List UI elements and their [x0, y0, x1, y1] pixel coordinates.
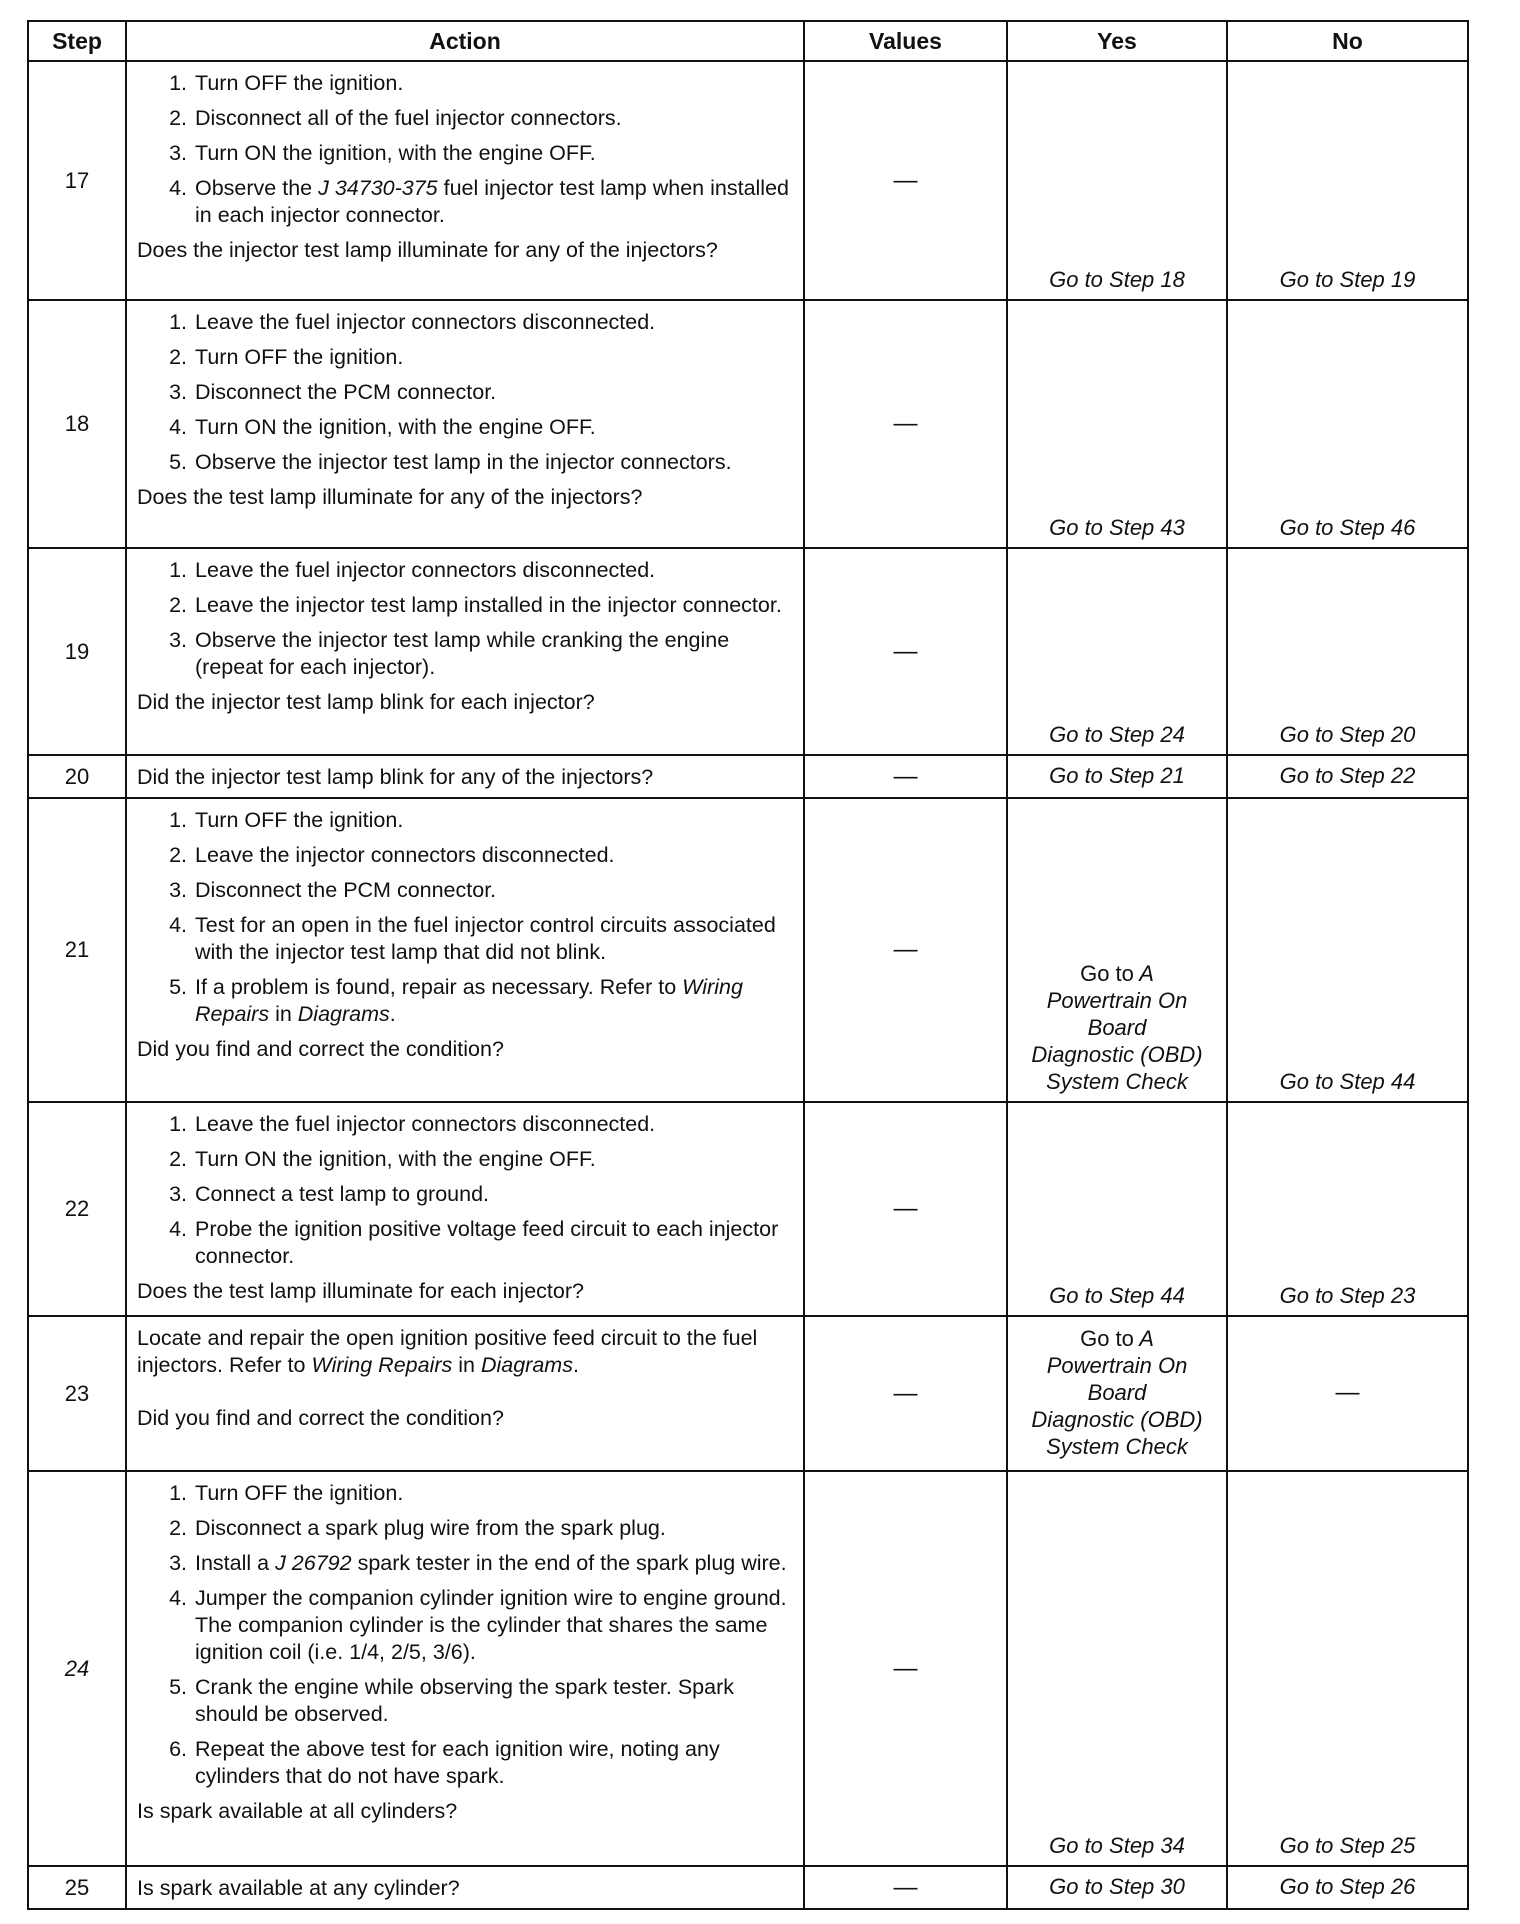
no-result: Go to Step 46	[1227, 300, 1468, 548]
values-cell: —	[804, 300, 1007, 548]
action-text: If a problem is found, repair as necessary. Refer to	[195, 975, 683, 999]
action-cell	[126, 1316, 804, 1471]
header-values: Values	[804, 21, 1007, 61]
action-question: Does the test lamp illuminate for each injector?	[137, 1279, 584, 1303]
action-question: Does the injector test lamp illuminate for any of the injectors?	[137, 238, 718, 262]
yes-result: Go to Step 43	[1007, 300, 1227, 548]
action-question: Did the injector test lamp blink for any of the injectors?	[137, 765, 654, 789]
action-text: Install a	[195, 1551, 276, 1575]
wiring-repairs-reference: Wiring Repairs	[195, 975, 743, 1026]
step-row-19	[28, 548, 1468, 755]
action-item: 3. Connect a test lamp to ground.	[193, 1181, 795, 1208]
values-cell: —	[804, 1316, 1007, 1471]
yes-result: Go to A Powertrain On Board Diagnostic (OBD) System Check	[1007, 798, 1227, 1102]
yes-result: Go to A Powertrain On Board Diagnostic (OBD) System Check	[1007, 1316, 1227, 1471]
action-cell	[126, 1471, 804, 1866]
values-cell: —	[804, 61, 1007, 300]
header-no: No	[1227, 21, 1468, 61]
action-text: fuel injector test lamp when installed in each injector connector.	[195, 176, 789, 227]
action-question: Is spark available at any cylinder?	[137, 1876, 460, 1900]
no-result: Go to Step 19	[1227, 61, 1468, 300]
obd-reference: Go to A	[1080, 1326, 1154, 1351]
action-text: Locate and repair the open ignition positive feed circuit to the fuel injectors. Refer to Wiring Repairs in Diagrams.	[137, 1326, 758, 1377]
step-row-25	[28, 1866, 1468, 1909]
action-cell	[126, 798, 804, 1102]
values-cell: —	[804, 548, 1007, 755]
no-result: Go to Step 44	[1227, 798, 1468, 1102]
action-item: 3. Disconnect the PCM connector.	[193, 877, 795, 904]
action-question: Does the test lamp illuminate for any of the injectors?	[137, 485, 643, 509]
action-item: 4. Probe the ignition positive voltage feed circuit to each injector connector.	[193, 1216, 795, 1270]
diagrams-reference: Diagrams	[297, 1002, 390, 1026]
diagnostic-table	[27, 20, 1469, 1910]
action-item: 2. Leave the injector test lamp installed in the injector connector.	[193, 592, 795, 619]
action-item: 1. Turn OFF the ignition.	[193, 807, 795, 834]
action-question: Did you find and correct the condition?	[137, 1037, 504, 1061]
action-text: Observe the	[195, 176, 319, 200]
action-item: 1. Leave the fuel injector connectors disconnected.	[193, 1111, 795, 1138]
wiring-repairs-reference: Wiring Repairs	[311, 1353, 453, 1377]
action-cell	[126, 755, 804, 798]
diagrams-reference: Diagrams	[480, 1353, 573, 1377]
action-item: 4. Jumper the companion cylinder ignition wire to engine ground. The companion cylinder is the cylinder that shares the same ignition coil (i.e. 1/4, 2/5, 3/6).	[193, 1585, 795, 1666]
obd-reference: Go to A	[1080, 961, 1154, 986]
action-question: Did you find and correct the condition?	[137, 1406, 504, 1430]
step-number: 21	[28, 798, 126, 1102]
step-number: 25	[28, 1866, 126, 1909]
step-row-24	[28, 1471, 1468, 1866]
step-number: 22	[28, 1102, 126, 1316]
tool-reference: J 34730-375	[318, 176, 438, 200]
values-cell: —	[804, 1866, 1007, 1909]
step-row-17	[28, 61, 1468, 300]
action-text: in	[269, 1002, 298, 1026]
action-cell	[126, 1102, 804, 1316]
values-cell: —	[804, 755, 1007, 798]
yes-result: Go to Step 21	[1007, 755, 1227, 798]
action-item: 3. Disconnect the PCM connector.	[193, 379, 795, 406]
step-number: 17	[28, 61, 126, 300]
step-row-22	[28, 1102, 1468, 1316]
action-question: Did the injector test lamp blink for each injector?	[137, 690, 595, 714]
step-row-18	[28, 300, 1468, 548]
action-item: 1. Turn OFF the ignition.	[193, 1480, 795, 1507]
action-cell	[126, 548, 804, 755]
header-step: Step	[28, 21, 126, 61]
step-number: 23	[28, 1316, 126, 1471]
no-result: Go to Step 22	[1227, 755, 1468, 798]
action-item: 5. Observe the injector test lamp in the injector connectors.	[193, 449, 795, 476]
yes-result: Go to Step 18	[1007, 61, 1227, 300]
action-item	[193, 1550, 795, 1577]
action-text: spark tester in the end of the spark plug wire.	[351, 1551, 787, 1575]
header-action: Action	[126, 21, 804, 61]
yes-result: Go to Step 34	[1007, 1471, 1227, 1866]
action-item: 6. Repeat the above test for each ignition wire, noting any cylinders that do not have spark.	[193, 1736, 795, 1790]
action-question: Is spark available at all cylinders?	[137, 1799, 458, 1823]
header-yes: Yes	[1007, 21, 1227, 61]
step-number: 24	[28, 1471, 126, 1866]
action-item	[193, 175, 795, 229]
step-number: 18	[28, 300, 126, 548]
no-result: Go to Step 23	[1227, 1102, 1468, 1316]
no-result: —	[1227, 1316, 1468, 1471]
values-cell: —	[804, 1471, 1007, 1866]
values-cell: —	[804, 798, 1007, 1102]
values-cell: —	[804, 1102, 1007, 1316]
step-number: 20	[28, 755, 126, 798]
action-cell	[126, 61, 804, 300]
action-item: 2. Disconnect a spark plug wire from the spark plug.	[193, 1515, 795, 1542]
action-item: 2. Disconnect all of the fuel injector connectors.	[193, 105, 795, 132]
action-item: 1. Leave the fuel injector connectors disconnected.	[193, 557, 795, 584]
no-result: Go to Step 26	[1227, 1866, 1468, 1909]
tool-reference: J 26792	[275, 1551, 352, 1575]
action-item: 4. Turn ON the ignition, with the engine OFF.	[193, 414, 795, 441]
action-item: 2. Leave the injector connectors disconnected.	[193, 842, 795, 869]
action-cell	[126, 300, 804, 548]
action-item: 4. Test for an open in the fuel injector control circuits associated with the injector test lamp that did not blink.	[193, 912, 795, 966]
action-item: 1. Leave the fuel injector connectors disconnected.	[193, 309, 795, 336]
step-row-21	[28, 798, 1468, 1102]
yes-result: Go to Step 24	[1007, 548, 1227, 755]
action-item	[193, 974, 795, 1028]
yes-result: Go to Step 30	[1007, 1866, 1227, 1909]
no-result: Go to Step 20	[1227, 548, 1468, 755]
no-result: Go to Step 25	[1227, 1471, 1468, 1866]
step-row-23	[28, 1316, 1468, 1471]
action-item: 5. Crank the engine while observing the spark tester. Spark should be observed.	[193, 1674, 795, 1728]
action-cell	[126, 1866, 804, 1909]
action-item: 3. Turn ON the ignition, with the engine OFF.	[193, 140, 795, 167]
yes-result: Go to Step 44	[1007, 1102, 1227, 1316]
action-item: 2. Turn ON the ignition, with the engine OFF.	[193, 1146, 795, 1173]
step-number: 19	[28, 548, 126, 755]
action-item: 3. Observe the injector test lamp while cranking the engine (repeat for each injector).	[193, 627, 795, 681]
action-item: 1. Turn OFF the ignition.	[193, 70, 795, 97]
header-row	[28, 21, 1468, 61]
step-row-20	[28, 755, 1468, 798]
action-text: .	[389, 1002, 396, 1026]
action-item: 2. Turn OFF the ignition.	[193, 344, 795, 371]
